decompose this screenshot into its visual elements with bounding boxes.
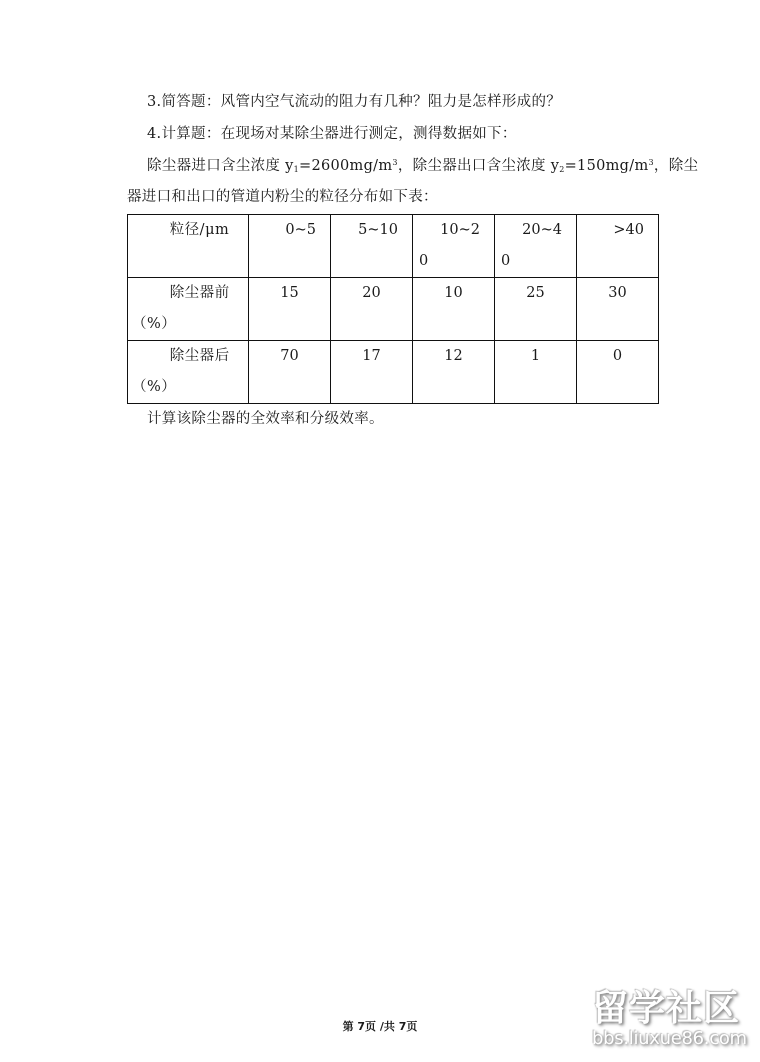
size-range-line1: 20~4: [522, 222, 562, 238]
size-range: [413, 215, 494, 277]
question-3: [147, 92, 561, 112]
cell-value: 15: [280, 285, 299, 301]
continuation-line: 器进口和出口的管道内粉尘的粒径分布如下表：: [127, 189, 438, 205]
table-cell: [495, 278, 577, 341]
question-type: 计算题：: [161, 126, 221, 142]
table-cell: [249, 341, 331, 404]
cell-value: 25: [526, 285, 545, 301]
table-cell: [577, 341, 659, 404]
table-cell: [331, 278, 413, 341]
table-cell: [331, 341, 413, 404]
question-number: 3.: [147, 94, 162, 110]
table-header-cell: [495, 215, 577, 278]
watermark-url: bbs.liuxue86.com: [592, 1028, 747, 1049]
table-header-row: [128, 215, 659, 278]
row-label: 除尘器后（%）: [132, 348, 230, 395]
text-segment: =2600mg/m: [299, 158, 393, 174]
cell-value: 10: [444, 285, 463, 301]
text-segment: 除尘器进口含尘浓度 y: [147, 158, 294, 174]
size-range-line1: 10~2: [440, 222, 480, 238]
cell-value: 20: [362, 285, 381, 301]
table-header-cell: [413, 215, 495, 278]
text-segment: ，除尘: [653, 158, 699, 174]
table-cell: [413, 278, 495, 341]
page-footer: 第 7页 /共 7页: [342, 1020, 418, 1033]
cell-value: 17: [362, 348, 381, 364]
table-header-cell: [249, 215, 331, 278]
table-row-before: [128, 278, 659, 341]
size-range-line1: >40: [613, 222, 644, 238]
watermark-title: 留学社区: [592, 988, 741, 1029]
table-cell: [413, 341, 495, 404]
row-label: 除尘器前（%）: [132, 285, 230, 332]
superscript: 3: [648, 158, 654, 167]
particle-size-table: [127, 214, 659, 404]
question-type: 简答题：: [161, 94, 221, 110]
row-label-cell: [128, 278, 249, 341]
size-range-line2: 0: [501, 253, 511, 269]
table-cell: [495, 341, 577, 404]
concentration-line: [147, 156, 698, 176]
subscript: 2: [559, 165, 565, 174]
superscript: 3: [392, 158, 398, 167]
watermark-logo: [592, 990, 752, 1054]
row-label-cell: [128, 341, 249, 404]
table-header-label-cell: [128, 215, 249, 278]
instruction-line: 计算该除尘器的全效率和分级效率。: [147, 411, 384, 427]
text-segment: =150mg/m: [564, 158, 649, 174]
table-cell: [577, 278, 659, 341]
table-header-cell: [331, 215, 413, 278]
size-range-line1: 5~10: [358, 222, 398, 238]
table-header-label: 粒径/μm: [169, 222, 230, 238]
cell-value: 1: [530, 348, 541, 364]
text-segment: ，除尘器出口含尘浓度 y: [397, 158, 560, 174]
size-range: [577, 215, 658, 246]
size-range: [331, 215, 412, 246]
cell-value: 30: [608, 285, 627, 301]
table-header-cell: [577, 215, 659, 278]
size-range-line2: 0: [419, 253, 429, 269]
question-number: 4.: [147, 126, 162, 142]
table-cell: [249, 278, 331, 341]
cell-value: 70: [280, 348, 299, 364]
cell-value: 12: [444, 348, 463, 364]
question-text: 在现场对某除尘器进行测定，测得数据如下：: [220, 126, 517, 142]
size-range: [249, 215, 330, 246]
cell-value: 0: [612, 348, 623, 364]
subscript: 1: [293, 165, 299, 174]
size-range-line1: 0~5: [285, 222, 316, 238]
question-4: [147, 124, 517, 144]
table-row-after: [128, 341, 659, 404]
size-range: [495, 215, 576, 277]
question-text: 风管内空气流动的阻力有几种？阻力是怎样形成的？: [220, 94, 562, 110]
